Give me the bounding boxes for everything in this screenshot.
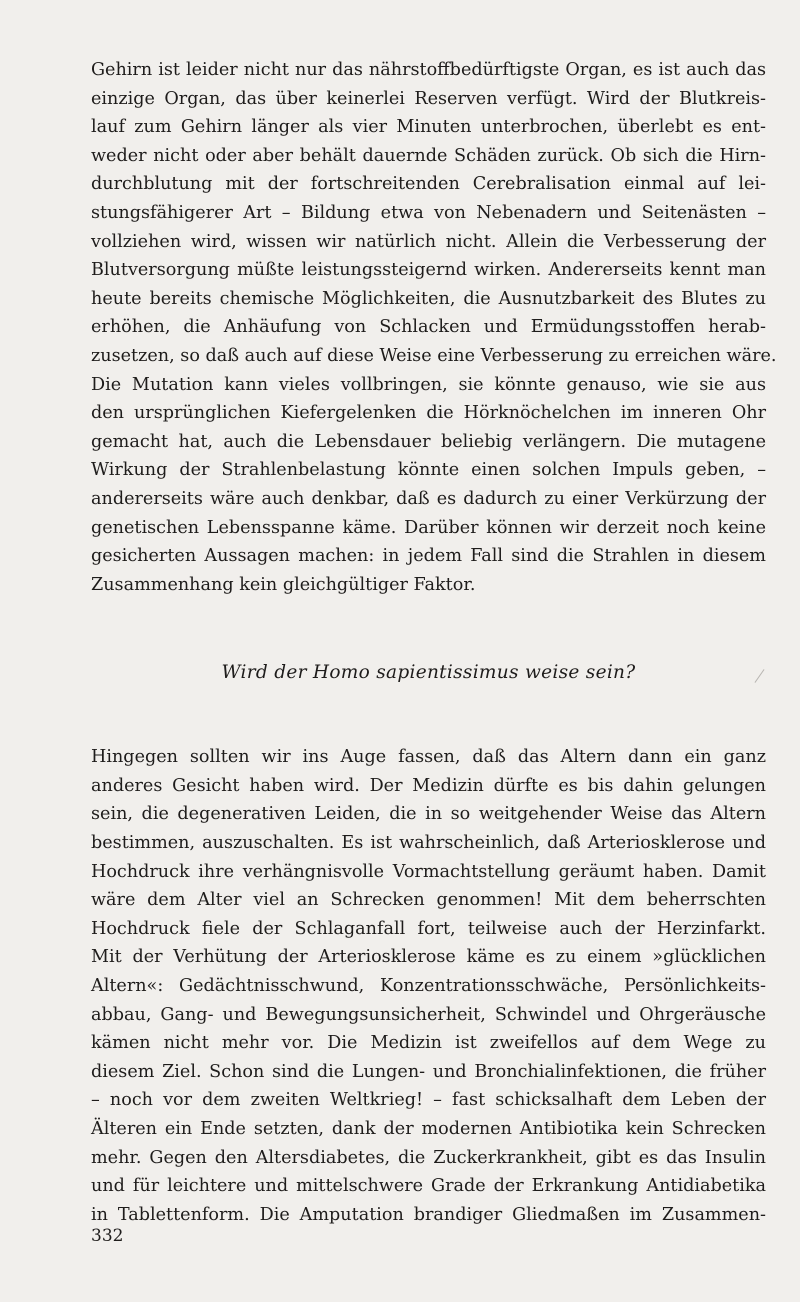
page-body <box>91 56 777 1229</box>
text-line: Hingegen sollten wir ins Auge fassen, daß das Altern dann ein ganz <box>91 747 766 768</box>
text-line: kämen nicht mehr vor. Die Medizin ist zweifellos auf dem Wege zu <box>91 1033 766 1054</box>
text-line: den ursprünglichen Kiefergelenken die Hörknöchelchen im inneren Ohr <box>91 403 766 424</box>
text-line: zusetzen, so daß auch auf diese Weise eine Verbesserung zu erreichen wäre. <box>91 345 777 366</box>
text-line: wäre dem Alter viel an Schrecken genommen! Mit dem beherrschten <box>91 890 766 911</box>
paragraph-2 <box>91 371 766 600</box>
text-line: Gehirn ist leider nicht nur das nährstoffbedürftigste Organ, es ist auch das <box>91 60 766 80</box>
text-line: andererseits wäre auch denkbar, daß es dadurch zu einer Verkürzung der <box>91 488 766 509</box>
text-line: stungsfähigerer Art – Bildung etwa von Nebenadern und Seitenästen – <box>91 202 766 223</box>
text-line: Älteren ein Ende setzten, dank der modernen Antibiotika kein Schrecken <box>91 1119 766 1139</box>
text-line: durchblutung mit der fortschreitenden Cerebralisation einmal auf lei- <box>91 174 766 195</box>
text-line: vollziehen wird, wissen wir natürlich nicht. Allein die Verbesserung der <box>91 231 766 252</box>
text-line: erhöhen, die Anhäufung von Schlacken und Ermüdungsstoffen herab- <box>91 317 766 338</box>
text-line: gesicherten Aussagen machen: in jedem Fall sind die Strahlen in diesem <box>91 546 766 567</box>
text-line: lauf zum Gehirn länger als vier Minuten unterbrochen, überlebt es ent- <box>91 117 766 138</box>
text-line: weder nicht oder aber behält dauernde Schäden zurück. Ob sich die Hirn- <box>91 145 766 166</box>
text-line: Altern«: Gedächtnisschwund, Konzentrationsschwäche, Persönlichkeits- <box>91 976 766 997</box>
text-line: anderes Gesicht haben wird. Der Medizin dürfte es bis dahin gelungen <box>91 775 766 796</box>
text-line: in Tablettenform. Die Amputation brandiger Gliedmaßen im Zusammen- <box>91 1204 766 1225</box>
page-number: 332 <box>91 1226 124 1246</box>
text-line: heute bereits chemische Möglichkeiten, die Ausnutzbarkeit des Blutes zu <box>91 288 766 309</box>
text-line: bestimmen, auszuschalten. Es ist wahrscheinlich, daß Arteriosklerose und <box>91 833 766 854</box>
text-line: gemacht hat, auch die Lebensdauer beliebig verlängern. Die mutagene <box>91 431 766 452</box>
text-line: mehr. Gegen den Altersdiabetes, die Zuckerkrankheit, gibt es das Insulin <box>91 1147 766 1168</box>
text-line: diesem Ziel. Schon sind die Lungen- und Bronchialinfektionen, die früher <box>91 1061 766 1082</box>
text-line: Hochdruck ihre verhängnisvolle Vormachtstellung geräumt haben. Damit <box>91 861 766 882</box>
text-line: – noch vor dem zweiten Weltkrieg! – fast schicksalhaft dem Leben der <box>91 1090 766 1111</box>
text-line: und für leichtere und mittelschwere Grade der Erkrankung Antidiabetika <box>91 1176 766 1197</box>
text-line: Blutversorgung müßte leistungssteigernd wirken. Andererseits kennt man <box>91 260 766 281</box>
text-line: Die Mutation kann vieles vollbringen, sie könnte genauso, wie sie aus <box>91 374 766 395</box>
text-line: Zusammenhang kein gleichgültiger Faktor. <box>91 574 476 595</box>
paragraph-3 <box>91 743 766 1229</box>
text-line: einzige Organ, das über keinerlei Reserven verfügt. Wird der Blutkreis- <box>91 88 766 109</box>
text-line: Mit der Verhütung der Arteriosklerose käme es zu einem »glücklichen <box>91 947 766 968</box>
section-heading: Wird der Homo sapientissimus weise sein? <box>221 662 636 684</box>
text-line: Wirkung der Strahlenbelastung könnte einen solchen Impuls geben, – <box>91 460 766 481</box>
paragraph-1 <box>91 56 777 371</box>
text-line: Hochdruck fiele der Schlaganfall fort, teilweise auch der Herzinfarkt. <box>91 918 766 939</box>
text-line: abbau, Gang- und Bewegungsunsicherheit, Schwindel und Ohrgeräusche <box>91 1004 766 1025</box>
text-line: genetischen Lebensspanne käme. Darüber können wir derzeit noch keine <box>91 517 766 538</box>
text-line: sein, die degenerativen Leiden, die in so weitgehender Weise das Altern <box>91 804 766 825</box>
